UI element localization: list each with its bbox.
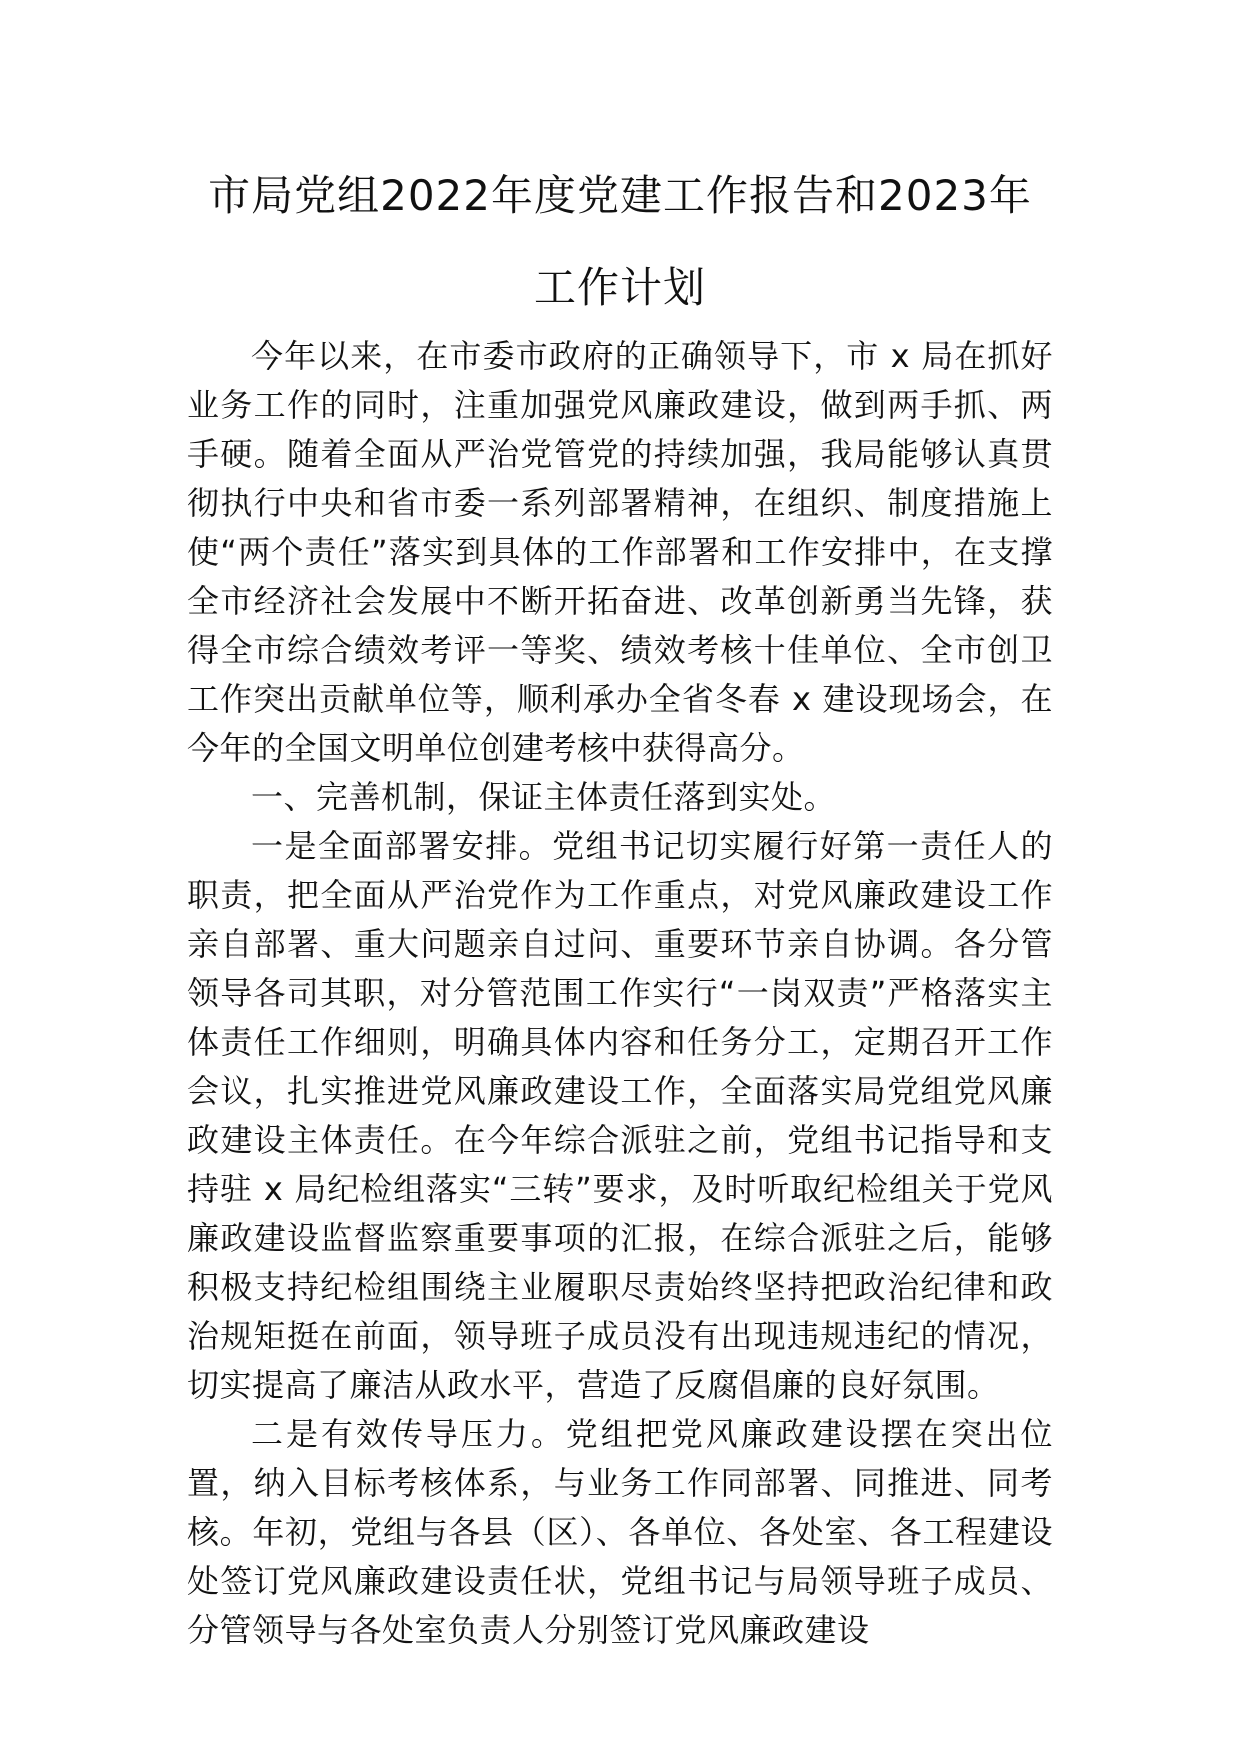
- paragraph-pressure: 二是有效传导压力。党组把党风廉政建设摆在突出位置，纳入目标考核体系，与业务工作同部署、同推进、同考核。年初，党组与各县（区）、各单位、各处室、各工程建设处签订党风廉政建设责任状，党组书记与局领导班子成员、分管领导与各处室负责人分别签订党风廉政建设: [187, 1415, 1053, 1649]
- document-page: [187, 150, 1053, 1655]
- document-title: [187, 150, 1053, 334]
- paragraph-deployment: 一是全面部署安排。党组书记切实履行好第一责任人的职责，把全面从严治党作为工作重点，对党风廉政建设工作亲自部署、重大问题亲自过问、重要环节亲自协调。各分管领导各司其职，对分管范围工作实行“一岗双责”严格落实主体责任工作细则，明确具体内容和任务分工，定期召开工作会议，扎实推进党风廉政建设工作，全面落实局党组党风廉政建设主体责任。在今年综合派驻之前，党组书记指导和支持驻 x 局纪检组落实“三转”要求，及时听取纪检组关于党风廉政建设监督监察重要事项的汇报，在综合派驻之后，能够积极支持纪检组围绕主业履职尽责始终坚持把政治纪律和政治规矩挺在前面，领导班子成员没有出现违规违纪的情况，切实提高了廉洁从政水平，营造了反腐倡廉的良好氛围。: [187, 827, 1053, 1404]
- section-heading-1: 一、完善机制，保证主体责任落到实处。: [251, 778, 837, 816]
- paragraph-intro: 今年以来，在市委市政府的正确领导下，市 x 局在抓好业务工作的同时，注重加强党风廉政建设，做到两手抓、两手硬。随着全面从严治党管党的持续加强，我局能够认真贯彻执行中央和省市委一系列部署精神，在组织、制度措施上使“两个责任”落实到具体的工作部署和工作安排中，在支撑全市经济社会发展中不断开拓奋进、改革创新勇当先锋，获得全市综合绩效考评一等奖、绩效考核十佳单位、全市创卫工作突出贡献单位等，顺利承办全省冬春 x 建设现场会，在今年的全国文明单位创建考核中获得高分。: [187, 337, 1053, 767]
- document-body: [187, 332, 1053, 1655]
- title-line-2: 工作计划: [533, 263, 706, 312]
- title-line-1: 市局党组2022年度党建工作报告和2023年: [208, 171, 1032, 220]
